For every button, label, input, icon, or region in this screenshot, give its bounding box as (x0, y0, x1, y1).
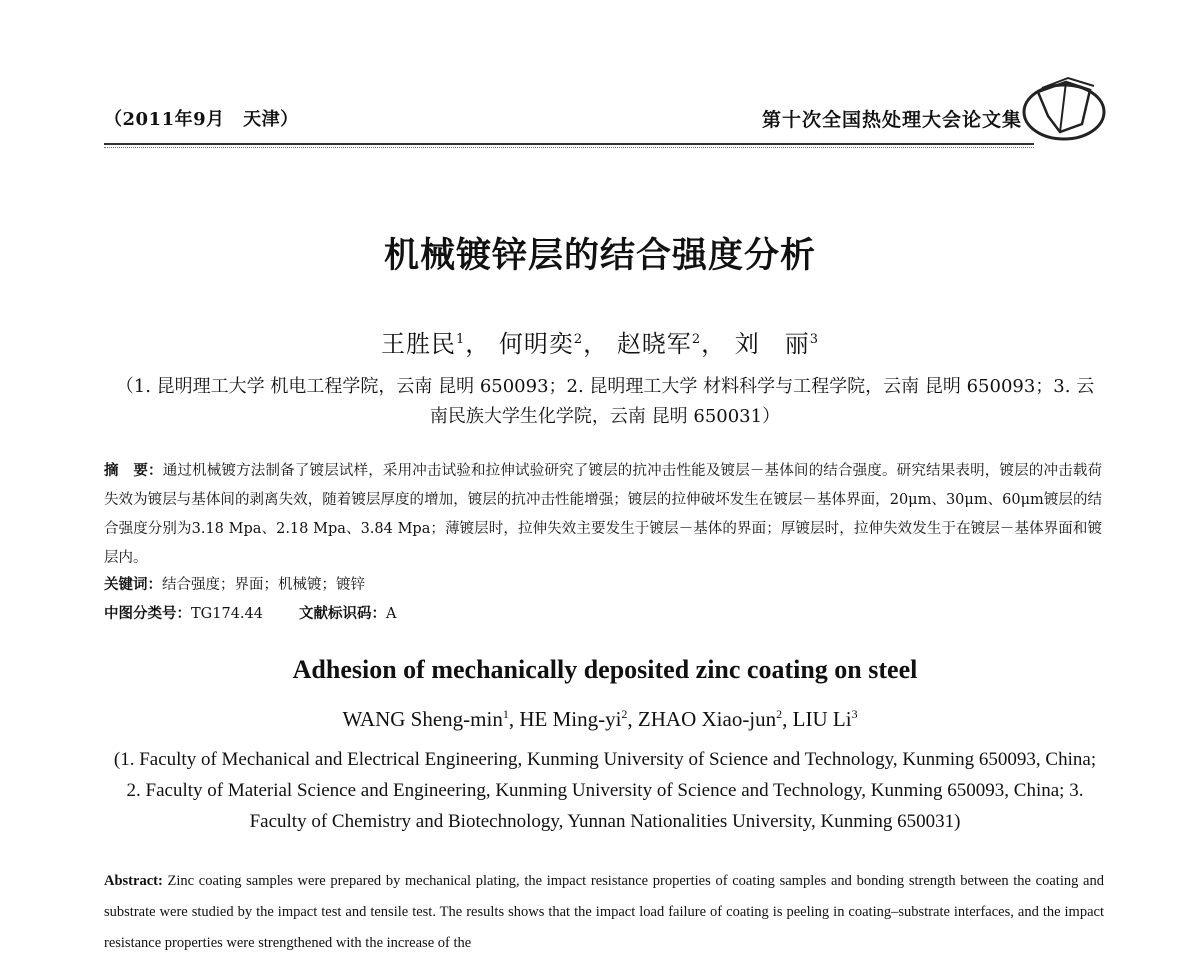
chinese-title: 机械镀锌层的结合强度分析 (383, 235, 816, 276)
keywords-label: 关键词： (104, 576, 162, 593)
chinese-authors: 王胜民$^1$， 何明奕$^2$， 赵晓军$^2$， 刘 丽$^3$ (380, 330, 820, 358)
author-affil-sup: 3 (851, 707, 858, 721)
chinese-keywords (104, 573, 365, 594)
doc-code-label: 文献标识码： (299, 605, 386, 622)
chinese-classification (104, 602, 396, 623)
english-authors: WANG Sheng-$\min^1$, HE Ming-$yi^2$, ZHAO Xiao-jun$^2$, LIU Li$^3$ (342, 707, 858, 731)
abstract-text: Zinc coating samples were prepared by mechanical plating, the impact resistance properties of coating samples and bonding strength between the coating and substrate were studied by the impact test and tensile test. The results shows that the impact load failure of coating is peeling in coating–substrate interfaces, and the impact resistance properties were strengthened with the increase of the (104, 873, 1104, 951)
header-rule-dotted (104, 147, 1034, 148)
author-affil-sup: 1 (455, 332, 466, 347)
chinese-affiliations: （1. 昆明理工大学 机电工程学院，云南 昆明 650093；2. 昆明理工大学 材料科学与工程学院，云南 昆明 650093；3. 云南民族大学生化学院，云南 昆明 650031） (115, 376, 1095, 427)
author-affil-sup: 2 (621, 707, 628, 721)
doc-code-value: A (386, 606, 397, 622)
author-name: 王胜民 (380, 330, 456, 358)
header-proceedings-title: 第十次全国热处理大会论文集 (761, 109, 1022, 131)
author-affil-sup: 2 (691, 332, 702, 347)
keywords-text: 结合强度；界面；机械镀；镀锌 (162, 577, 365, 593)
abstract-text: 通过机械镀方法制备了镀层试样，采用冲击试验和拉伸试验研究了镀层的抗冲击性能及镀层－基体间的结合强度。研究结果表明，镀层的冲击载荷失效为镀层与基体间的剥离失效，随着镀层厚度的增加，镀层的抗冲击性能增强；镀层的拉伸破坏发生在镀层－基体界面，20μm、30μm、60μm镀层的结合强度分别为3.18 Mpa、2.18 Mpa、3.84 Mpa；薄镀层时，拉伸失效主要发生于镀层－基体的界面；厚镀层时，拉伸失效发生于在镀层－基体界面和镀层内。 (104, 463, 1102, 566)
chinese-abstract (104, 456, 1102, 573)
abstract-label: Abstract: (104, 873, 163, 889)
author-affil-sup: 1 (502, 707, 509, 721)
author-name: LIU Li (792, 707, 852, 731)
author-name: 何明奕 (498, 330, 574, 358)
header-rule (104, 143, 1034, 145)
book-logo-icon (1020, 72, 1112, 142)
author-affil-sup: 3 (809, 332, 820, 347)
author-affil-sup: 2 (776, 707, 783, 721)
author-name: HE Ming-yi (519, 707, 622, 731)
english-affiliations: (1. Faculty of Mechanical and Electrical Engineering, Kunming University of Science and Technology, Kunming 650093, China; 2. Faculty of Material Science and Engineering, Kunming University of Science and Technology, Kunming 650093, China; 3. Faculty of Chemistry and Biotechnology, Yunnan Nationalities University, Kunming 650031) (113, 749, 1097, 832)
english-abstract (104, 866, 1104, 959)
author-name: 赵晓军 (616, 330, 692, 358)
author-name: WANG Sheng-min (342, 707, 503, 731)
author-affil-sup: 2 (573, 332, 584, 347)
class-label: 中图分类号： (104, 605, 191, 622)
english-title: Adhesion of mechanically deposited zinc coating on steel (292, 655, 918, 684)
abstract-label: 摘 要： (104, 462, 163, 479)
author-name: ZHAO Xiao-jun (637, 707, 777, 731)
class-value: TG174.44 (191, 606, 263, 622)
header-date-location: （2011年9月 天津） (104, 109, 299, 130)
author-name: 刘 丽 (734, 330, 810, 358)
